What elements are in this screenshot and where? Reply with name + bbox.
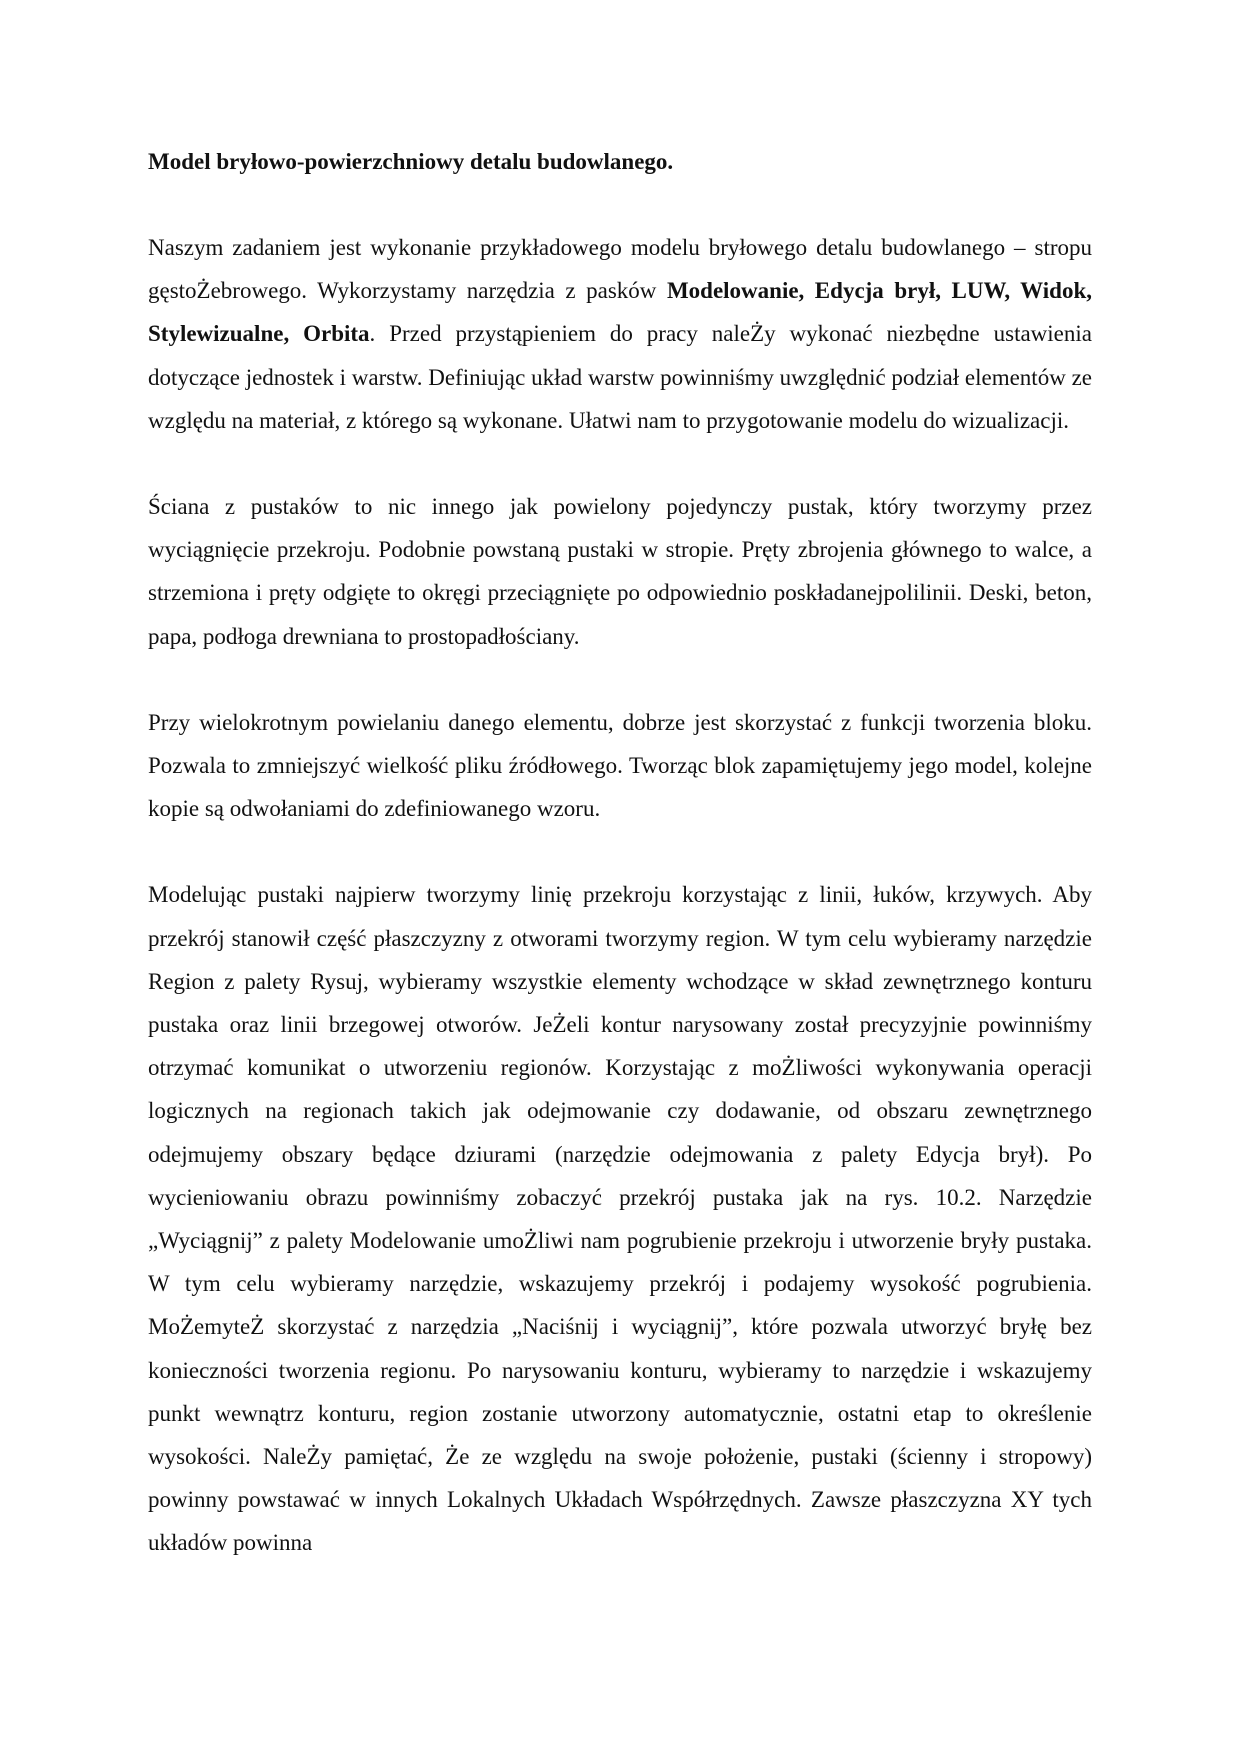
paragraph-block: Przy wielokrotnym powielaniu danego elementu, dobrze jest skorzystać z funkcji tworzenia bloku. Pozwala to zmniejszyć wielkość pliku źródłowego. Tworząc blok zapamiętujemy jego model, kolejne kopie są odwołaniami do zdefiniowanego wzoru. (148, 709, 1092, 822)
paragraph-intro-text-after: . Przed przystąpieniem do pracy naleŻy wykonać niezbędne ustawienia dotyczące jednostek i warstw. Definiując układ warstw powinniśmy uwzględnić podział elementów ze względu na materiał, z którego są wykonane. Ułatwi nam to przygotowanie modelu do wizualizacji. (148, 321, 1092, 433)
paragraph-wall: Ściana z pustaków to nic innego jak powielony pojedynczy pustak, który tworzymy przez wyciągnięcie przekroju. Podobnie powstaną pustaki w stropie. Pręty zbrojenia głównego to walce, a strzemiona i pręty odgięte to okręgi przeciągnięte po odpowiednio poskładanejpolilinii. Deski, beton, papa, podłoga drewniana to prostopadłościany. (148, 494, 1092, 649)
document-title: Model bryłowo-powierzchniowy detalu budowlanego. (148, 149, 674, 174)
document-page (148, 140, 1092, 1565)
paragraph-intro (148, 226, 1092, 442)
paragraph-intro-text-before: Naszym zadaniem jest wykonanie przykładowego modelu bryłowego detalu budowlanego – stropu gęstoŻebrowego. Wykorzystamy narzędzia z pasków (148, 235, 1092, 304)
paragraph-modeling: Modelując pustaki najpierw tworzymy linię przekroju korzystając z linii, łuków, krzywych. Aby przekrój stanowił część płaszczyzny z otworami tworzymy region. W tym celu wybieramy narzędzie Region z palety Rysuj, wybieramy wszystkie elementy wchodzące w skład zewnętrznego konturu pustaka oraz linii brzegowej otworów. JeŻeli kontur narysowany został precyzyjnie powinniśmy otrzymać komunikat o utworzeniu regionów. Korzystając z moŻliwości wykonywania operacji logicznych na regionach takich jak odejmowanie czy dodawanie, od obszaru zewnętrznego odejmujemy obszary będące dziurami (narzędzie odejmowania z palety Edycja brył). Po wycieniowaniu obrazu powinniśmy zobaczyć przekrój pustaka jak na rys. 10.2. Narzędzie „Wyciągnij” z palety Modelowanie umoŻliwi nam pogrubienie przekroju i utworzenie bryły pustaka. W tym celu wybieramy narzędzie, wskazujemy przekrój i podajemy wysokość pogrubienia. MoŻemyteŻ skorzystać z narzędzia „Naciśnij i wyciągnij”, które pozwala utworzyć bryłę bez konieczności tworzenia regionu. Po narysowaniu konturu, wybieramy to narzędzie i wskazujemy punkt wewnątrz konturu, region zostanie utworzony automatycznie, ostatni etap to określenie wysokości. NaleŻy pamiętać, Że ze względu na swoje położenie, pustaki (ścienny i stropowy) powinny powstawać w innych Lokalnych Układach Współrzędnych. Zawsze płaszczyzna XY tych układów powinna (148, 882, 1092, 1556)
toolbar-names: Modelowanie, Edycja brył, LUW, Widok, Stylewizualne, Orbita (148, 278, 1092, 347)
